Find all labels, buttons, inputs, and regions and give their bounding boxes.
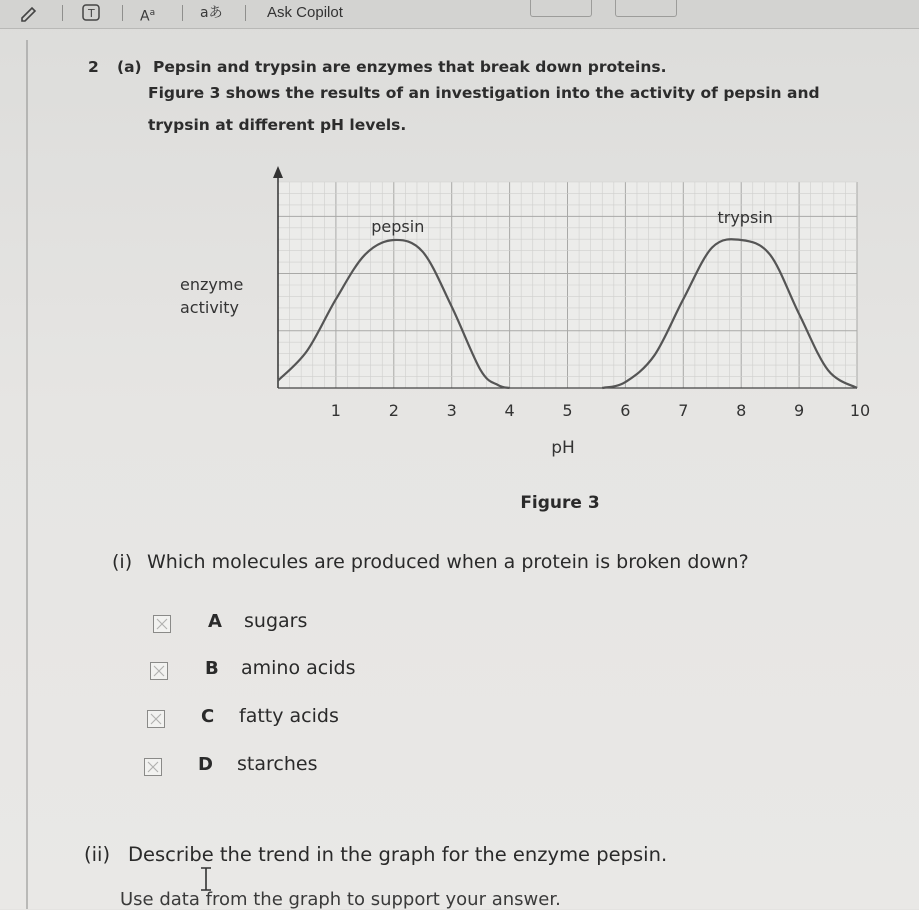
question-number: 2 (88, 58, 99, 76)
figure-description-line1: Figure 3 shows the results of an investigation into the activity of pepsin and (148, 84, 820, 102)
question-part: (a) (117, 58, 142, 76)
part-i-prompt: Which molecules are produced when a protein is broken down? (147, 551, 749, 573)
option-text: fatty acids (239, 705, 339, 727)
y-axis-arrow (273, 166, 283, 178)
cross-icon (154, 616, 170, 632)
x-tick-label: 7 (678, 401, 689, 420)
option-letter: C (201, 706, 215, 727)
figure-caption: Figure 3 (520, 493, 600, 513)
x-tick-label: 8 (736, 401, 747, 420)
part-i-label: (i) (112, 551, 133, 573)
part-ii-label: (ii) (84, 843, 111, 866)
x-tick-label: 5 (562, 401, 573, 420)
x-tick-label: 9 (794, 401, 805, 420)
figure-description-line2: trypsin at different pH levels. (148, 116, 407, 134)
x-tick-label: 6 (620, 401, 631, 420)
part-ii-prompt: Describe the trend in the graph for the enzyme pepsin. (128, 843, 668, 866)
y-axis-label-line1: enzyme (180, 275, 244, 294)
x-axis-label: pH (551, 438, 575, 458)
option-letter: A (208, 611, 222, 632)
text-cursor-icon (198, 866, 214, 894)
x-tick-label: 10 (849, 401, 871, 420)
option-text: starches (237, 753, 318, 775)
text-size-button[interactable]: $A^a$ (140, 8, 156, 25)
cross-icon (145, 759, 161, 775)
option-d-checkbox[interactable] (144, 758, 162, 776)
svg-text:T: T (88, 7, 95, 20)
option-b-checkbox[interactable] (150, 662, 168, 680)
x-tick-label: 2 (388, 401, 399, 420)
trypsin-label: trypsin (717, 208, 773, 227)
part-ii-instruction: Use data from the graph to support your answer. (120, 889, 561, 910)
option-text: sugars (244, 610, 308, 632)
option-a-checkbox[interactable] (153, 615, 171, 633)
x-tick-label: 3 (446, 401, 457, 420)
x-tick-label: 4 (504, 401, 515, 420)
cross-icon (148, 711, 164, 727)
y-axis-label-line2: activity (180, 298, 239, 317)
question-intro: Pepsin and trypsin are enzymes that break down proteins. (153, 58, 667, 76)
option-letter: D (198, 754, 213, 775)
option-letter: B (205, 658, 219, 679)
translate-button[interactable]: aあ (200, 5, 223, 21)
option-c-checkbox[interactable] (147, 710, 165, 728)
x-tick-label: 1 (330, 401, 341, 420)
ask-copilot-button[interactable]: Ask Copilot (267, 4, 343, 21)
option-text: amino acids (241, 657, 356, 679)
cross-icon (151, 663, 167, 679)
pepsin-label: pepsin (371, 217, 425, 236)
